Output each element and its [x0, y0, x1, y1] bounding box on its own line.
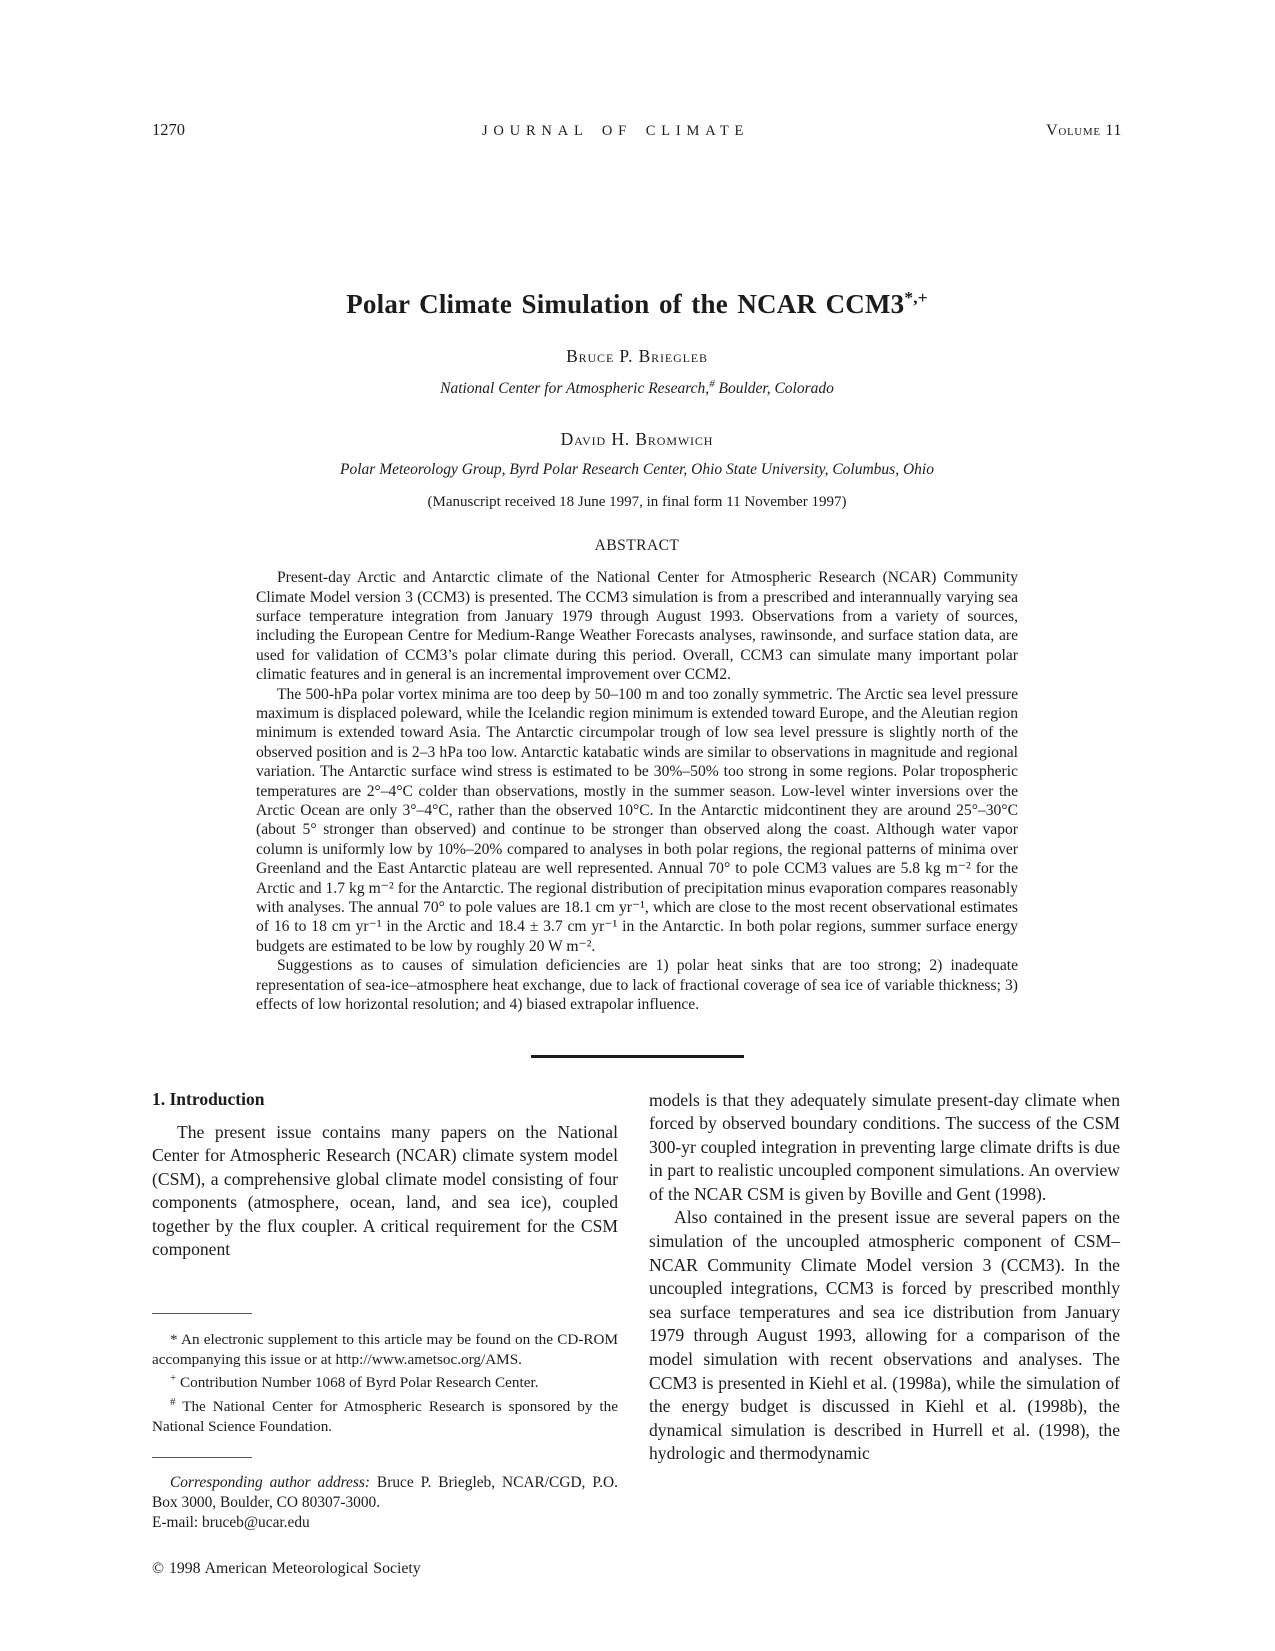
- article-title-text: Polar Climate Simulation of the NCAR CCM3: [346, 289, 905, 319]
- title-block: [152, 288, 1122, 511]
- abstract-separator-rule: [531, 1055, 744, 1058]
- abstract-paragraph-1: Present-day Arctic and Antarctic climate of the National Center for Atmospheric Research (NCAR) Community Climate Model version 3 (CCM3) is presented. The CCM3 simulation is from a prescribed and interannually varying sea surface temperature integration from January 1979 through August 1993. Observations from a variety of sources, including the European Centre for Medium-Range Weather Forecasts analyses, rawinsonde, and surface station data, are used for validation of CCM3’s polar climate during this period. Overall, CCM3 can simulate many important polar climatic features and in general is an incremental improvement over CCM2.: [256, 569, 1018, 684]
- two-column-body: [152, 1089, 1122, 1579]
- abstract-heading: ABSTRACT: [594, 537, 680, 555]
- footnote-1-text: An electronic supplement to this article may be found on the CD-ROM accompanying this issue or at http://www.ametsoc.org/AMS.: [152, 1331, 618, 1368]
- article-title: [152, 288, 1122, 320]
- footnote-2-text: Contribution Number 1068 of Byrd Polar Research Center.: [176, 1374, 539, 1392]
- footnote-electronic-supplement: [152, 1330, 618, 1369]
- footnote-3-text: The National Center for Atmospheric Research is sponsored by the National Science Foundation.: [152, 1397, 618, 1435]
- correspondence-block: [152, 1473, 618, 1533]
- footnote-ncar-sponsor: [152, 1393, 618, 1436]
- author-1-name: Bruce P. Briegleb: [566, 346, 708, 366]
- affiliation-1-pre: National Center for Atmospheric Research,: [440, 380, 710, 398]
- title-footnote-markers: *,+: [904, 288, 928, 307]
- right-column: [649, 1089, 1120, 1579]
- abstract-body: [256, 568, 1018, 1014]
- intro-paragraph-1: The present issue contains many papers on the National Center for Atmospheric Research (NCAR) climate system model (CSM), a comprehensive global climate model consisting of four components (atmosphere, ocean, land, and sea ice), coupled together by the flux coupler. A critical requirement for the CSM component: [152, 1121, 618, 1260]
- journal-name: JOURNAL OF CLIMATE: [481, 123, 750, 139]
- footnote-1-marker: *: [170, 1331, 178, 1349]
- correspondence-address: [152, 1473, 618, 1513]
- abstract-paragraph-3: Suggestions as to causes of simulation deficiencies are 1) polar heat sinks that are too strong; 2) inadequate representation of sea-ice–atmosphere heat exchange, due to lack of fractional coverage of sea ice of variable thickness; 3) effects of low horizontal resolution; and 4) biased extrapolar influence.: [256, 957, 1018, 1014]
- intro-paragraph-2: Also contained in the present issue are several papers on the simulation of the uncoupled atmospheric component of CSM–NCAR Community Climate Model version 3 (CCM3). In the uncoupled integrations, CCM3 is forced by prescribed monthly sea surface temperatures and sea ice distribution from January 1979 through August 1993, allowing for a comparison of the model simulation with recent observations and analyses. The CCM3 is presented in Kiehl et al. (1998a), while the simulation of the energy budget is discussed in Kiehl et al. (1998b), the dynamical simulation is described in Hurrell et al. (1998), the hydrologic and thermodynamic: [649, 1207, 1120, 1464]
- correspondence-email: E-mail: bruceb@ucar.edu: [152, 1514, 310, 1532]
- abstract-paragraph-2: The 500-hPa polar vortex minima are too deep by 50–100 m and too zonally symmetric. The Arctic sea level pressure maximum is displaced poleward, while the Icelandic region minimum is extended toward Europe, and the Aleutian region minimum is extended toward Asia. The Antarctic circumpolar trough of low sea level pressure is slightly north of the observed position and is 2–3 hPa too low. Antarctic katabatic winds are similar to observations in magnitude and regional variation. The Antarctic surface wind stress is estimated to be 30%–50% too strong in some regions. Polar tropospheric temperatures are 2°–4°C colder than observations, mostly in the summer season. Low-level winter inversions over the Arctic Ocean are only 3°–4°C, rather than the observed 10°C. In the Antarctic midcontinent they are around 25°–30°C (about 5° stronger than observed) and continue to be stronger than observed along the coast. Although water vapor column is uniformly low by 10%–20% compared to analyses in both polar regions, the regional patterns of minima over Greenland and the East Antarctic plateau are well represented. Annual 70° to pole CCM3 values are 5.8 kg m⁻² for the Arctic and 1.7 kg m⁻² for the Antarctic. The regional distribution of precipitation minus evaporation compares reasonably with analyses. The annual 70° to pole values are 18.1 cm yr⁻¹, which are close to the most recent observational estimates of 16 to 18 cm yr⁻¹ in the Arctic and 18.4 ± 3.7 cm yr⁻¹ in the Antarctic. In both polar regions, summer surface energy budgets are estimated to be low by roughly 20 W m⁻².: [256, 685, 1018, 955]
- footnote-contribution-number: [152, 1369, 618, 1393]
- correspondence-label: Corresponding author address:: [170, 1474, 370, 1492]
- copyright-line: © 1998 American Meteorological Society: [152, 1560, 421, 1578]
- author-2-name: David H. Bromwich: [560, 429, 714, 450]
- section-1-heading: 1. Introduction: [152, 1088, 265, 1109]
- volume-label: Volume 11: [1046, 122, 1122, 139]
- affiliation-1-marker: #: [709, 378, 715, 390]
- author-1-affiliation: [152, 378, 1122, 398]
- footnote-separator-rule: [152, 1313, 252, 1314]
- running-head: [152, 0, 1122, 140]
- page-number: 1270: [152, 120, 185, 139]
- footnote-3-marker: #: [170, 1395, 176, 1408]
- correspondence-separator-rule: [152, 1457, 252, 1458]
- footnote-2-marker: +: [170, 1372, 177, 1385]
- affiliation-1-post: Boulder, Colorado: [714, 380, 834, 398]
- correspondence-address-text: Bruce P. Briegleb, NCAR/CGD, P.O. Box 3000, Boulder, CO 80307-3000.: [152, 1474, 618, 1512]
- author-2-affiliation: Polar Meteorology Group, Byrd Polar Research Center, Ohio State University, Columbus, Ohio: [340, 461, 934, 479]
- manuscript-received-note: (Manuscript received 18 June 1997, in final form 11 November 1997): [427, 494, 847, 511]
- left-column: [152, 1089, 618, 1579]
- intro-paragraph-1-continued: models is that they adequately simulate present-day climate when forced by observed boundary conditions. The success of the CSM 300-yr coupled integration in preventing large climate drifts is due in part to realistic uncoupled component simulations. An overview of the NCAR CSM is given by Boville and Gent (1998).: [649, 1089, 1120, 1204]
